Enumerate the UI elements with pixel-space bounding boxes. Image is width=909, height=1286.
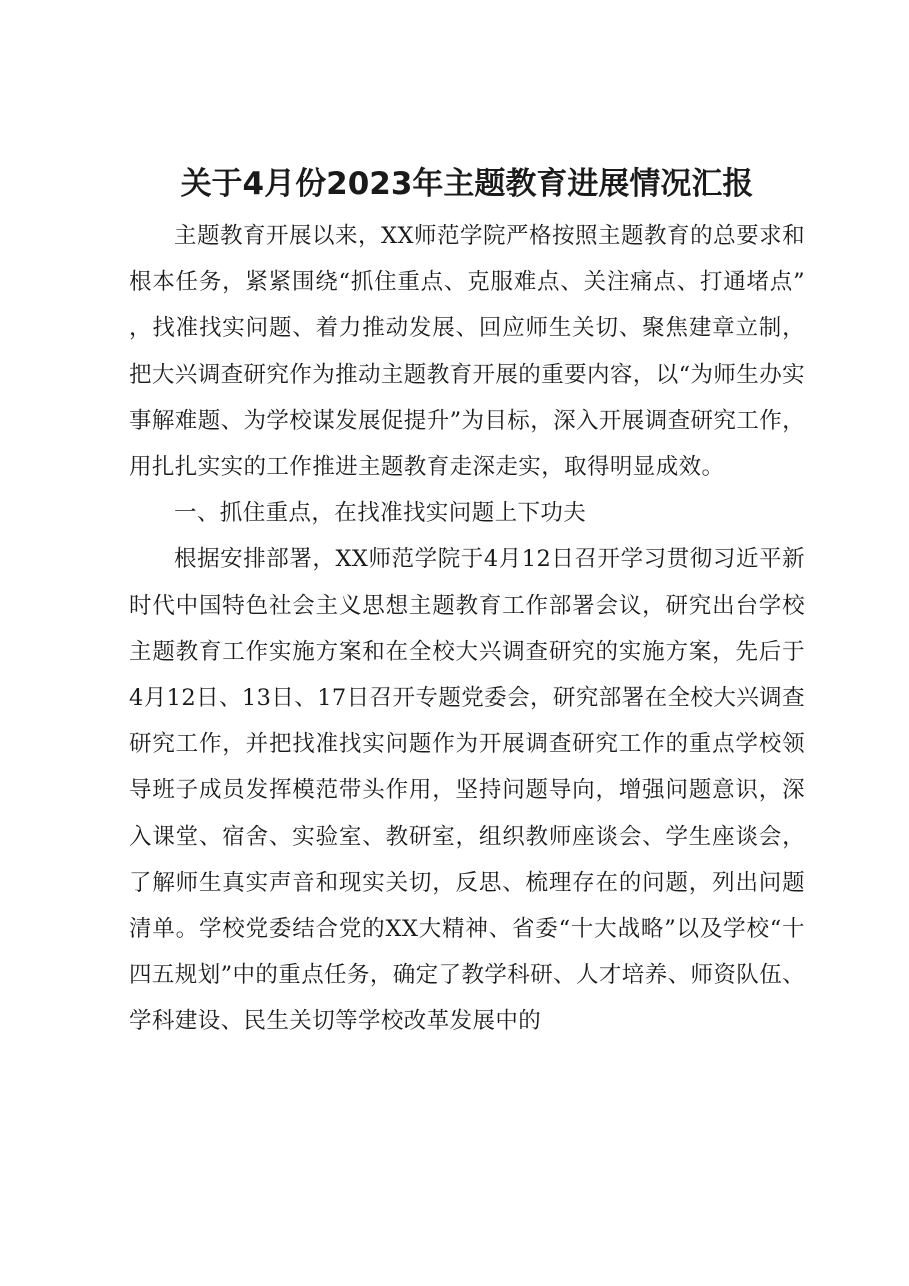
section-1-paragraph: 根据安排部署，XX师范学院于4月12日召开学习贯彻习近平新时代中国特色社会主义思想主题教育工作部署会议，研究出台学校主题教育工作实施方案和在全校大兴调查研究的实施方案，先后于4月12日、13日、17日召开专题党委会，研究部署在全校大兴调查研究工作，并把找准找实问题作为开展调查研究工作的重点学校领导班子成员发挥模范带头作用，坚持问题导向，增强问题意识，深入课堂、宿舍、实验室、教研室，组织教师座谈会、学生座谈会，了解师生真实声音和现实关切，反思、梳理存在的问题，列出问题清单。学校党委结合党的XX大精神、省委“十大战略”以及学校“十四五规划”中的重点任务，确定了教学科研、人才培养、师资队伍、学科建设、民生关切等学校改革发展中的 (129, 546, 806, 1035)
intro-paragraph: 主题教育开展以来，XX师范学院严格按照主题教育的总要求和根本任务，紧紧围绕“抓住重点、克服难点、关注痛点、打通堵点”，找准找实问题、着力推动发展、回应师生关切、聚焦建章立制，把大兴调查研究作为推动主题教育开展的重要内容，以“为师生办实事解难题、为学校谋发展促提升”为目标，深入开展调查研究工作，用扎扎实实的工作推进主题教育走深走实，取得明显成效。 (129, 223, 806, 481)
document-body (129, 213, 805, 1045)
section-heading-1: 一、抓住重点，在找准找实问题上下功夫 (174, 500, 587, 527)
document-page (129, 0, 805, 1286)
document-title: 关于4月份2023年主题教育进展情况汇报 (180, 166, 754, 202)
